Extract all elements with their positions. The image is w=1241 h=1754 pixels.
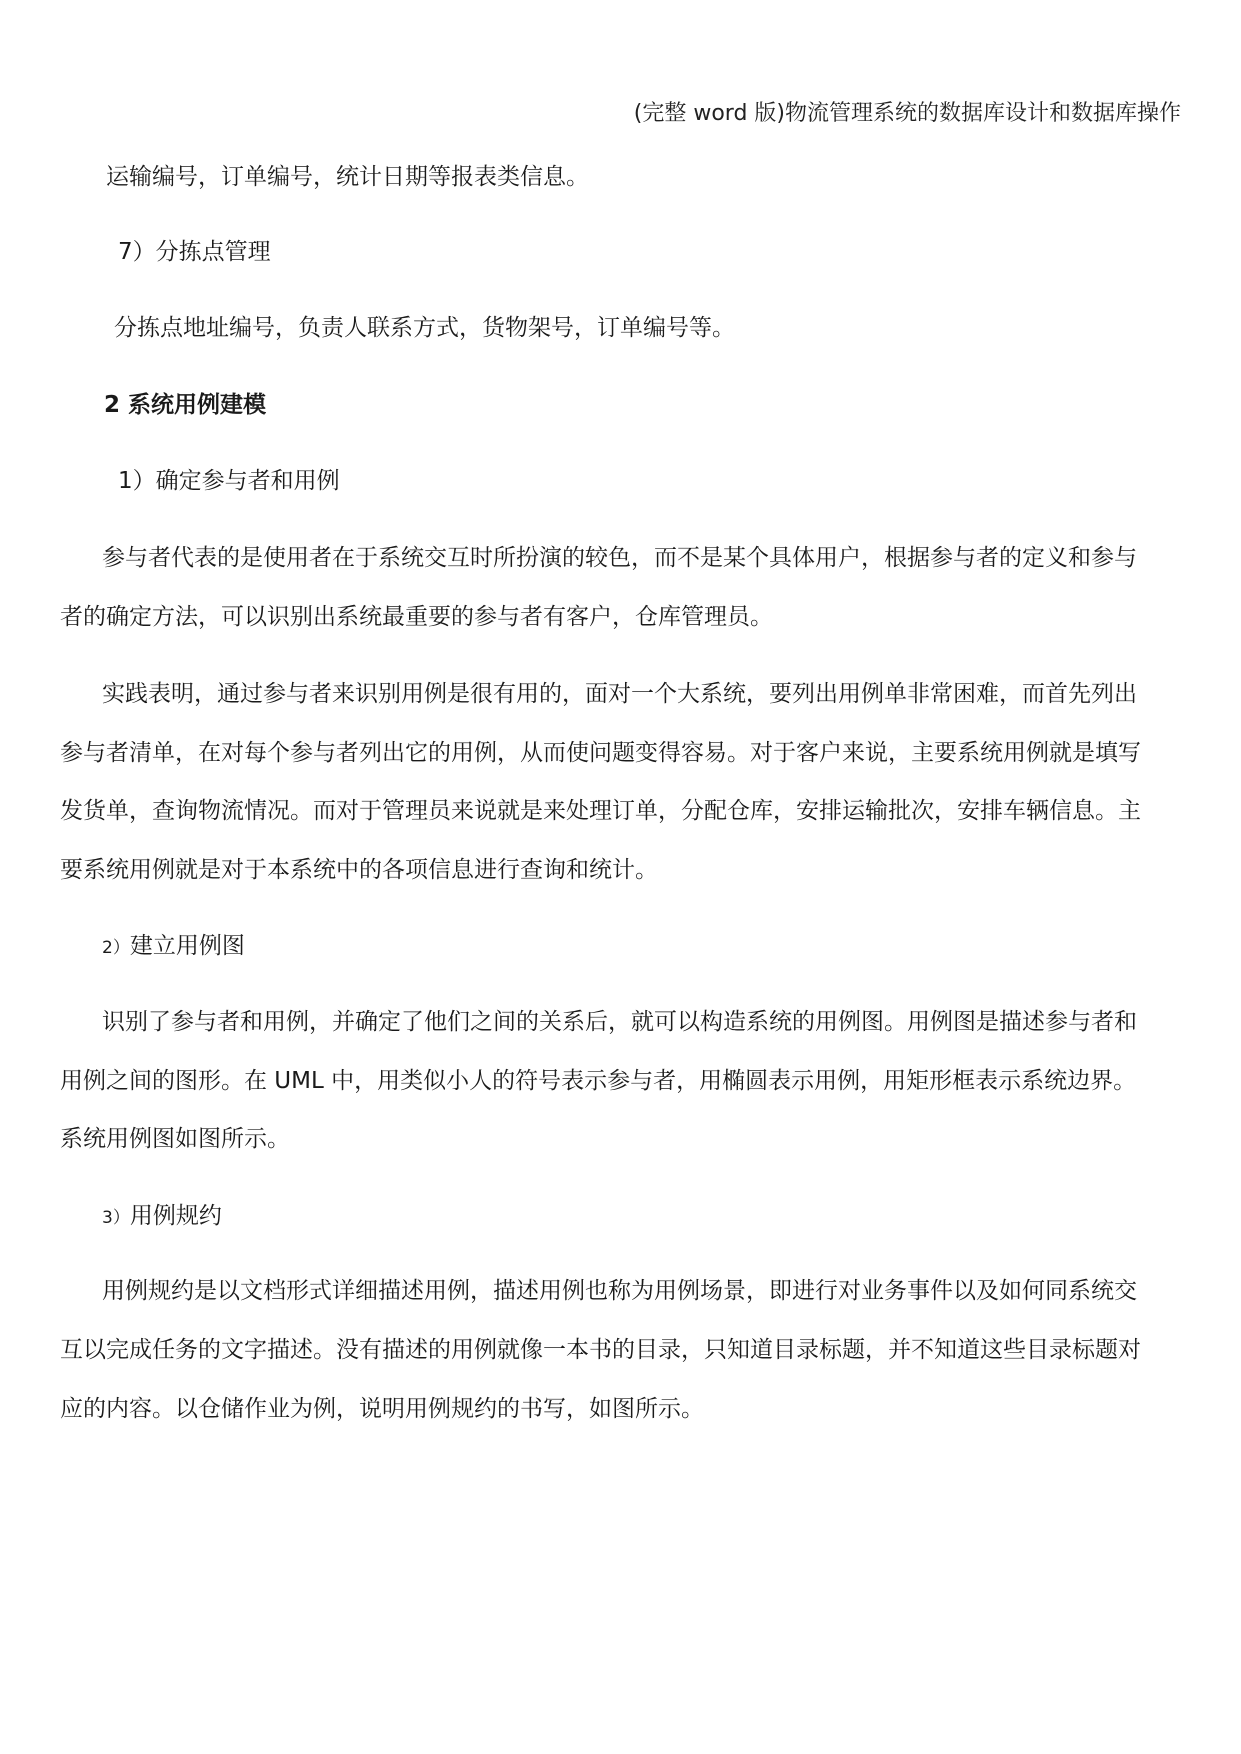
paragraph-line: 参与者清单，在对每个参与者列出它的用例，从而使问题变得容易。对于客户来说，主要系统用例就是填写 — [60, 740, 1141, 766]
paragraph-line: 应的内容。以仓储作业为例，说明用例规约的书写，如图所示。 — [60, 1396, 704, 1422]
subheading-actors: 1）确定参与者和用例 — [118, 468, 340, 494]
paragraph-line: 参与者代表的是使用者在于系统交互时所扮演的较色，而不是某个具体用户，根据参与者的定义和参与 — [102, 545, 1137, 571]
paragraph-line: 互以完成任务的文字描述。没有描述的用例就像一本书的目录，只知道目录标题，并不知道这些目录标题对 — [60, 1337, 1141, 1363]
subheading-use-case-spec — [102, 1197, 222, 1230]
text-line: 分拣点地址编号，负责人联系方式，货物架号，订单编号等。 — [114, 315, 735, 341]
paragraph-line: 用例规约是以文档形式详细描述用例，描述用例也称为用例场景，即进行对业务事件以及如何同系统交 — [102, 1278, 1137, 1304]
paragraph-line: 系统用例图如图所示。 — [60, 1126, 290, 1152]
subheading-text: 用例规约 — [129, 1203, 222, 1229]
page-header: (完整 word 版)物流管理系统的数据库设计和数据库操作 — [633, 101, 1181, 126]
paragraph-line: 者的确定方法，可以识别出系统最重要的参与者有客户，仓库管理员。 — [60, 604, 773, 630]
section-heading: 2 系统用例建模 — [104, 392, 267, 418]
subheading-text: 建立用例图 — [129, 933, 245, 959]
subheading-sorting-point: 7）分拣点管理 — [118, 239, 271, 265]
paragraph-line: 识别了参与者和用例，并确定了他们之间的关系后，就可以构造系统的用例图。用例图是描述参与者和 — [102, 1009, 1137, 1035]
paragraph-line: 实践表明，通过参与者来识别用例是很有用的，面对一个大系统，要列出用例单非常困难，而首先列出 — [102, 681, 1137, 707]
subheading-number: 3） — [102, 1208, 130, 1228]
paragraph-line: 发货单，查询物流情况。而对于管理员来说就是来处理订单，分配仓库，安排运输批次，安排车辆信息。主 — [60, 798, 1141, 824]
subheading-use-case-diagram — [102, 927, 245, 960]
text-line: 运输编号，订单编号，统计日期等报表类信息。 — [106, 164, 589, 190]
paragraph-line: 要系统用例就是对于本系统中的各项信息进行查询和统计。 — [60, 857, 658, 883]
subheading-number: 2） — [102, 938, 130, 958]
paragraph-line: 用例之间的图形。在 UML 中，用类似小人的符号表示参与者，用椭圆表示用例，用矩形框表示系统边界。 — [60, 1068, 1137, 1094]
